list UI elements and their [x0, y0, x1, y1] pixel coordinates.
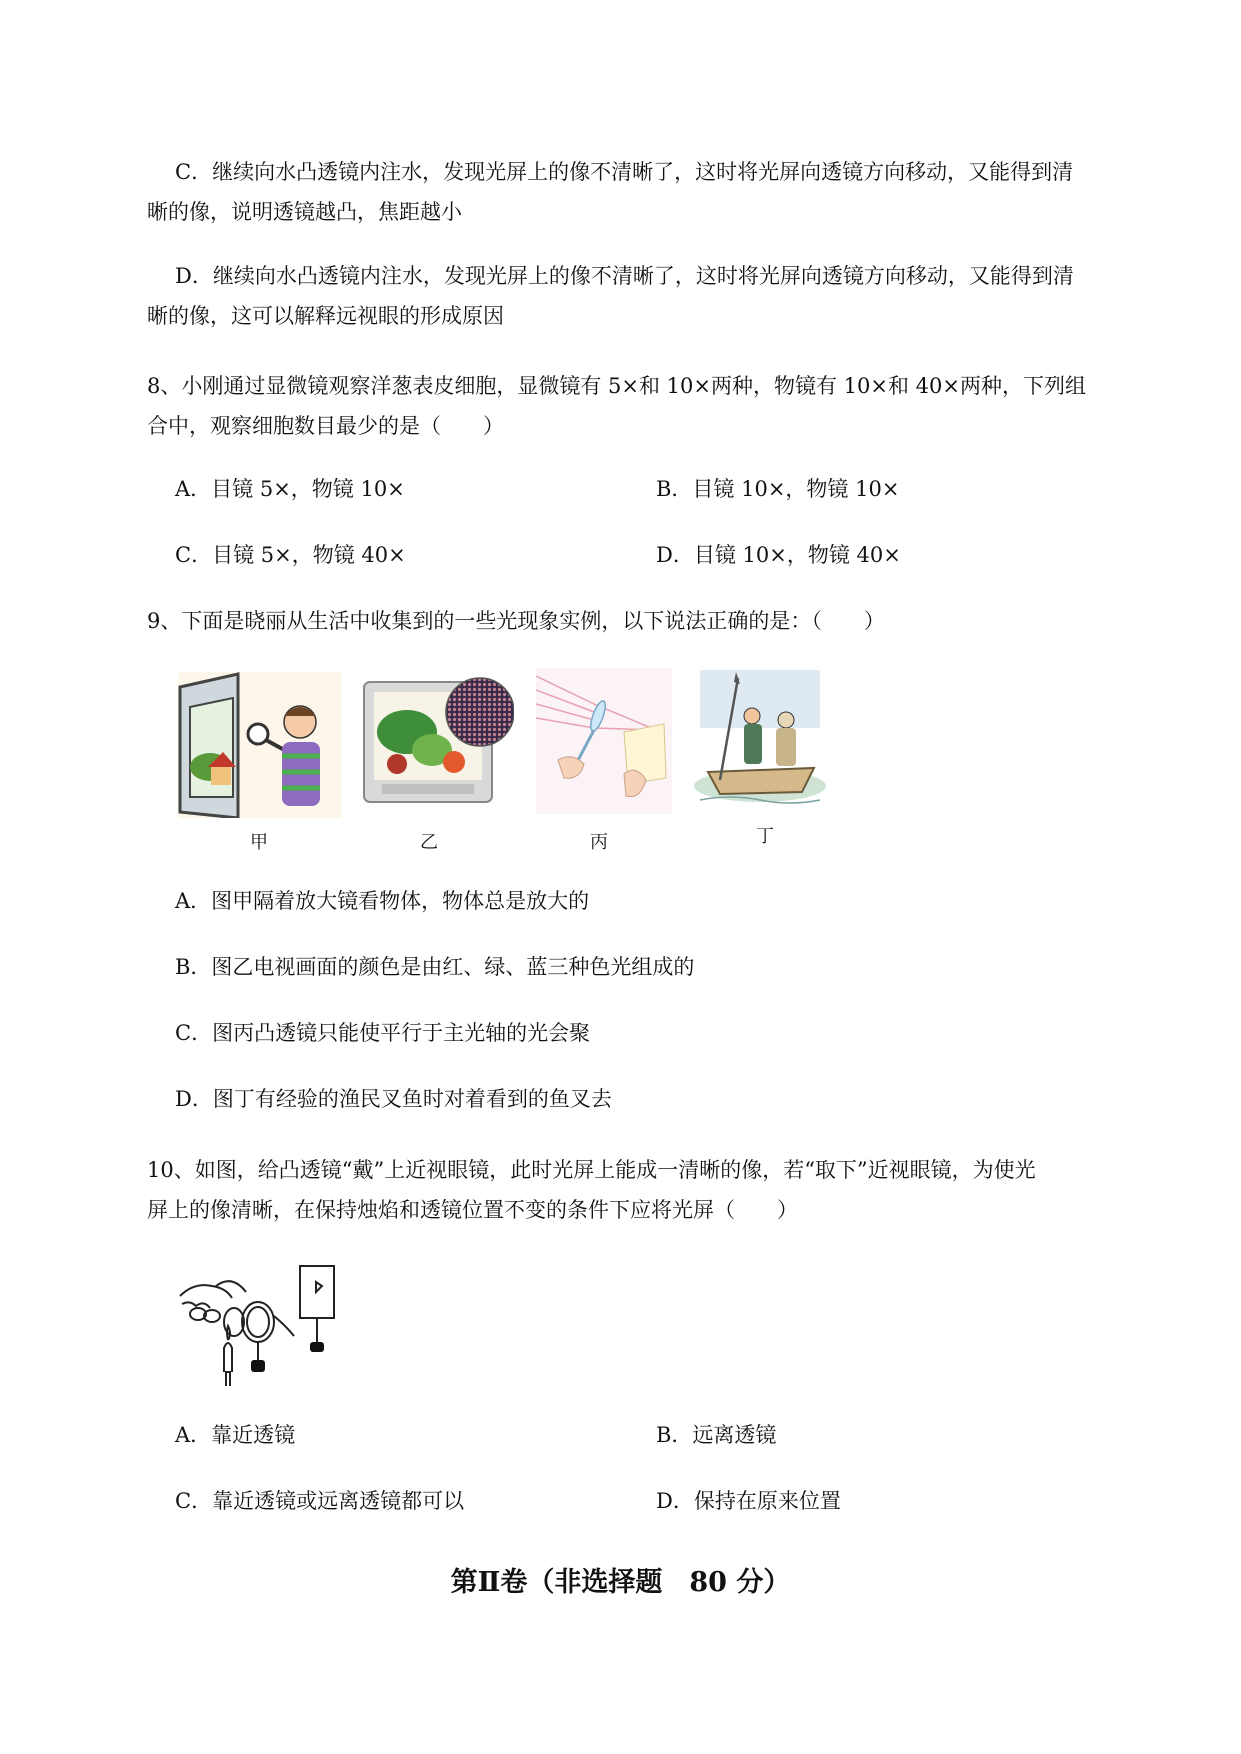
q9-figure-ding	[690, 668, 828, 808]
q9-figure-label-ding: 丁	[756, 826, 774, 847]
q8-stem-line1: 8、小刚通过显微镜观察洋葱表皮细胞，显微镜有 5×和 10×两种，物镜有 10×和 40×两种，下列组	[147, 374, 1086, 398]
q7-option-d-line2: 晰的像，这可以解释远视眼的形成原因	[147, 304, 504, 328]
q10-option-d: D．保持在原来位置	[656, 1489, 841, 1513]
q8-option-a: A．目镜 5×，物镜 10×	[175, 477, 405, 501]
q7-option-d	[147, 256, 1147, 336]
q8-option-b: B．目镜 10×，物镜 10×	[656, 477, 900, 501]
q10-option-c: C．靠近透镜或远离透镜都可以	[175, 1489, 465, 1513]
q9-option-c: C．图丙凸透镜只能使平行于主光轴的光会聚	[175, 1021, 591, 1045]
q9-figure-label-bing: 丙	[590, 832, 608, 853]
q9-figure-label-jia: 甲	[250, 832, 268, 853]
q8-option-d: D．目镜 10×，物镜 40×	[656, 543, 901, 567]
q9-figure-label-yi: 乙	[420, 832, 438, 853]
q10-stem-line1: 10、如图，给凸透镜“戴”上近视眼镜，此时光屏上能成一清晰的像，若“取下”近视眼镜，为使光	[147, 1158, 1036, 1182]
q9-figure-bing	[536, 668, 672, 814]
q10-stem-line2: 屏上的像清晰，在保持烛焰和透镜位置不变的条件下应将光屏（ ）	[147, 1198, 798, 1222]
q9-option-a: A．图甲隔着放大镜看物体，物体总是放大的	[175, 889, 590, 913]
q7-option-c-line1: C．继续向水凸透镜内注水，发现光屏上的像不清晰了，这时将光屏向透镜方向移动，又能得到清	[175, 160, 1074, 184]
q8-stem	[147, 366, 1147, 446]
q9-figure-jia	[178, 672, 342, 818]
q8-option-c: C．目镜 5×，物镜 40×	[175, 543, 406, 567]
q7-option-c	[147, 152, 1147, 232]
q9-stem: 9、下面是晓丽从生活中收集到的一些光现象实例，以下说法正确的是：（ ）	[147, 609, 885, 633]
q10-figure-lens-setup	[176, 1256, 342, 1388]
q7-option-d-line1: D．继续向水凸透镜内注水，发现光屏上的像不清晰了，这时将光屏向透镜方向移动，又能得到清	[175, 264, 1074, 288]
q10-option-a: A．靠近透镜	[175, 1423, 296, 1447]
section-2-title: 第Ⅱ卷（非选择题 80 分）	[450, 1567, 791, 1598]
q9-figure-yi	[362, 672, 514, 812]
q9-option-b: B．图乙电视画面的颜色是由红、绿、蓝三种色光组成的	[175, 955, 695, 979]
q8-stem-line2: 合中，观察细胞数目最少的是（ ）	[147, 414, 504, 438]
q7-option-c-line2: 晰的像，说明透镜越凸，焦距越小	[147, 200, 462, 224]
q9-option-d: D．图丁有经验的渔民叉鱼时对着看到的鱼叉去	[175, 1087, 612, 1111]
q10-stem	[147, 1150, 1147, 1230]
q10-option-b: B．远离透镜	[656, 1423, 777, 1447]
